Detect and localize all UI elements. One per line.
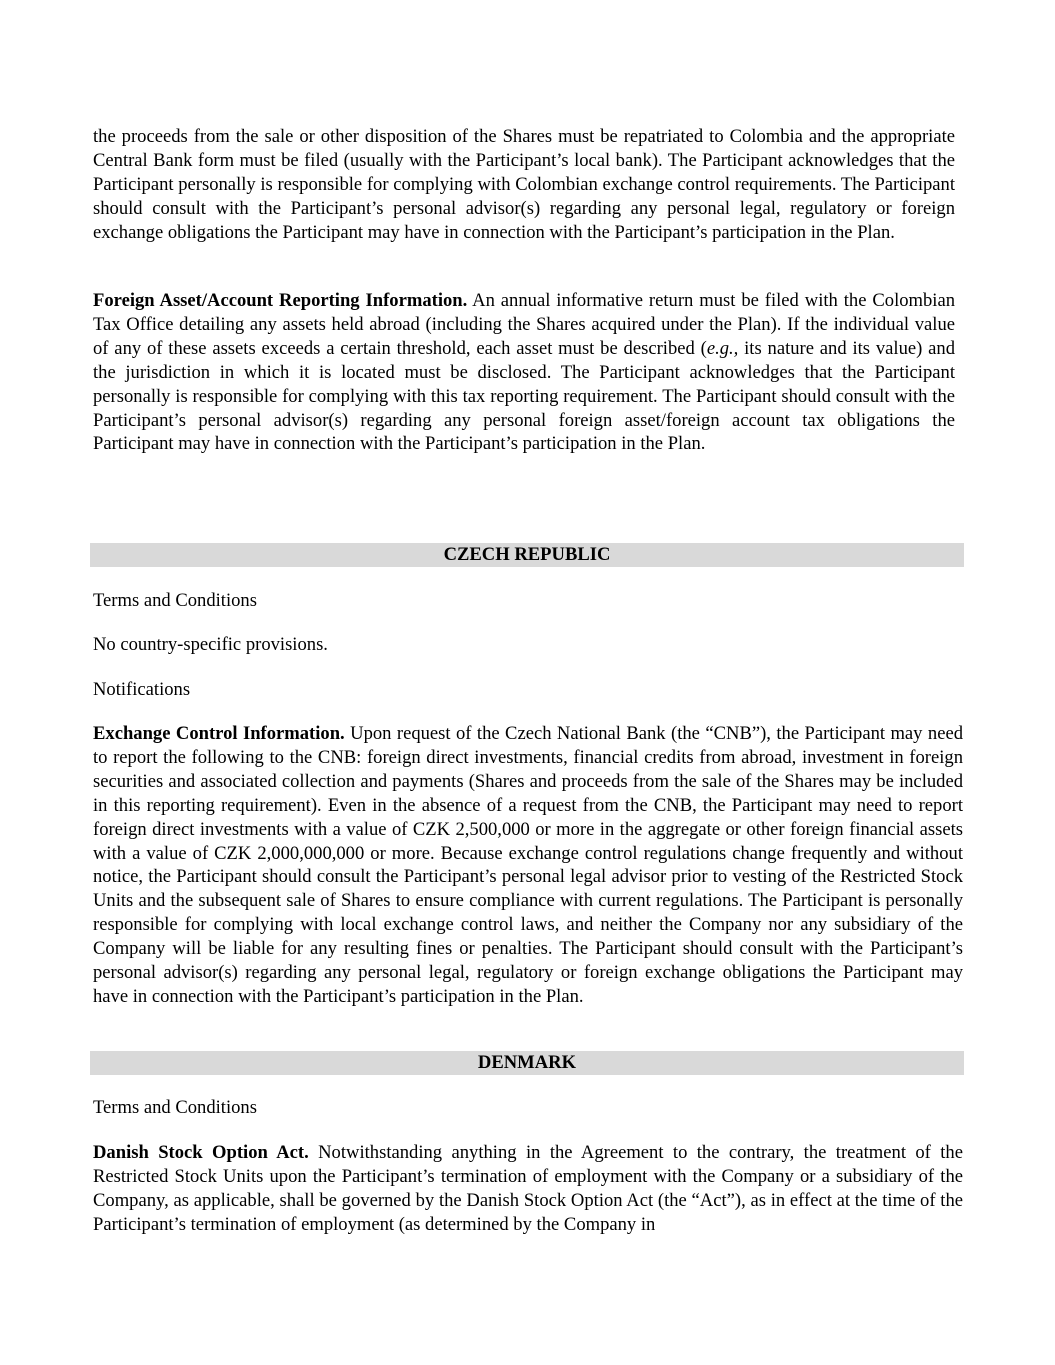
exchange-control-heading: Exchange Control Information. (93, 723, 345, 744)
foreign-asset-italic: e.g., (706, 337, 739, 359)
stock-option-heading: Danish Stock Option Act. (93, 1142, 309, 1163)
czech-terms-label: Terms and Conditions (93, 590, 257, 611)
czech-republic-title: CZECH REPUBLIC (443, 544, 611, 565)
colombia-exchange-paragraph: the proceeds from the sale or other disposition of the Shares must be repatriated to Colombia and the appropriate Central Bank form must be filed (usually with the Participant’s local bank). The Participant acknowledges that the Participant personally is responsible for complying with Colombian exchange control requirements. The Participant should consult with the Participant’s personal advisor(s) regarding any personal legal, regulatory or foreign exchange obligations the Participant may have in connection with the Participant’s participation in the Plan. (93, 126, 955, 243)
foreign-asset-text-a: An annual informative return must be filed with the Colombian Tax Office detailing any assets held abroad (including the Shares acquired under the Plan). If the individual value of any of these assets exceeds a certain threshold, each asset must be described ( (93, 290, 956, 359)
stock-option-text: Notwithstanding anything in the Agreement to the contrary, the treatment of the Restricted Stock Units upon the Participant’s termination of employment with the Company or a subsidiary of the Company, as applicable, shall be governed by the Danish Stock Option Act (the “Act”), as in effect at the time of the Participant’s termination of employment (as determined by the Company in (93, 1142, 963, 1235)
denmark-terms-label: Terms and Conditions (93, 1097, 257, 1118)
exchange-control-text: Upon request of the Czech National Bank (the “CNB”), the Participant may need to report the following to the CNB: foreign direct investments, financial credits from abroad, investment in foreign securities and associated collection and payments (Shares and proceeds from the sale of the Shares may be included in this reporting requirement). Even in the absence of a request from the CNB, the Participant may need to report foreign direct investments with a value of CZK 2,500,000 or more in the aggregate or other foreign financial assets with a value of CZK 2,000,000,000 or more. Because exchange control regulations change frequently and without notice, the Participant should consult the Participant’s personal legal advisor prior to vesting of the Restricted Stock Units and the subsequent sale of Shares to ensure compliance with current regulations. The Participant is personally responsible for complying with local exchange control laws, and neither the Company nor any subsidiary of the Company will be liable for any resulting fines or penalties. The Participant should consult with the Participant’s personal advisor(s) regarding any personal legal, regulatory or foreign exchange obligations the Participant may have in connection with the Participant’s participation in the Plan. (93, 723, 963, 1007)
czech-notifications-label: Notifications (93, 679, 191, 700)
czech-exchange-paragraph (93, 722, 963, 1009)
denmark-stock-option-paragraph (93, 1141, 963, 1237)
denmark-title: DENMARK (477, 1052, 577, 1073)
foreign-asset-text-b: its nature and its value) and the jurisdiction in which it is located must be disclosed. The Participant acknowledges that the Participant personally is responsible for complying with this tax reporting requirement. The Participant should consult with the Participant’s personal advisor(s) regarding any personal foreign asset/foreign account tax obligations the Participant may have in connection with the Participant’s participation in the Plan. (93, 337, 955, 455)
czech-republic-section-header (90, 543, 964, 567)
colombia-foreign-asset-paragraph (93, 289, 955, 456)
foreign-asset-heading: Foreign Asset/Account Reporting Information. (93, 290, 468, 311)
czech-no-provisions: No country-specific provisions. (93, 634, 328, 655)
denmark-section-header (90, 1051, 964, 1075)
